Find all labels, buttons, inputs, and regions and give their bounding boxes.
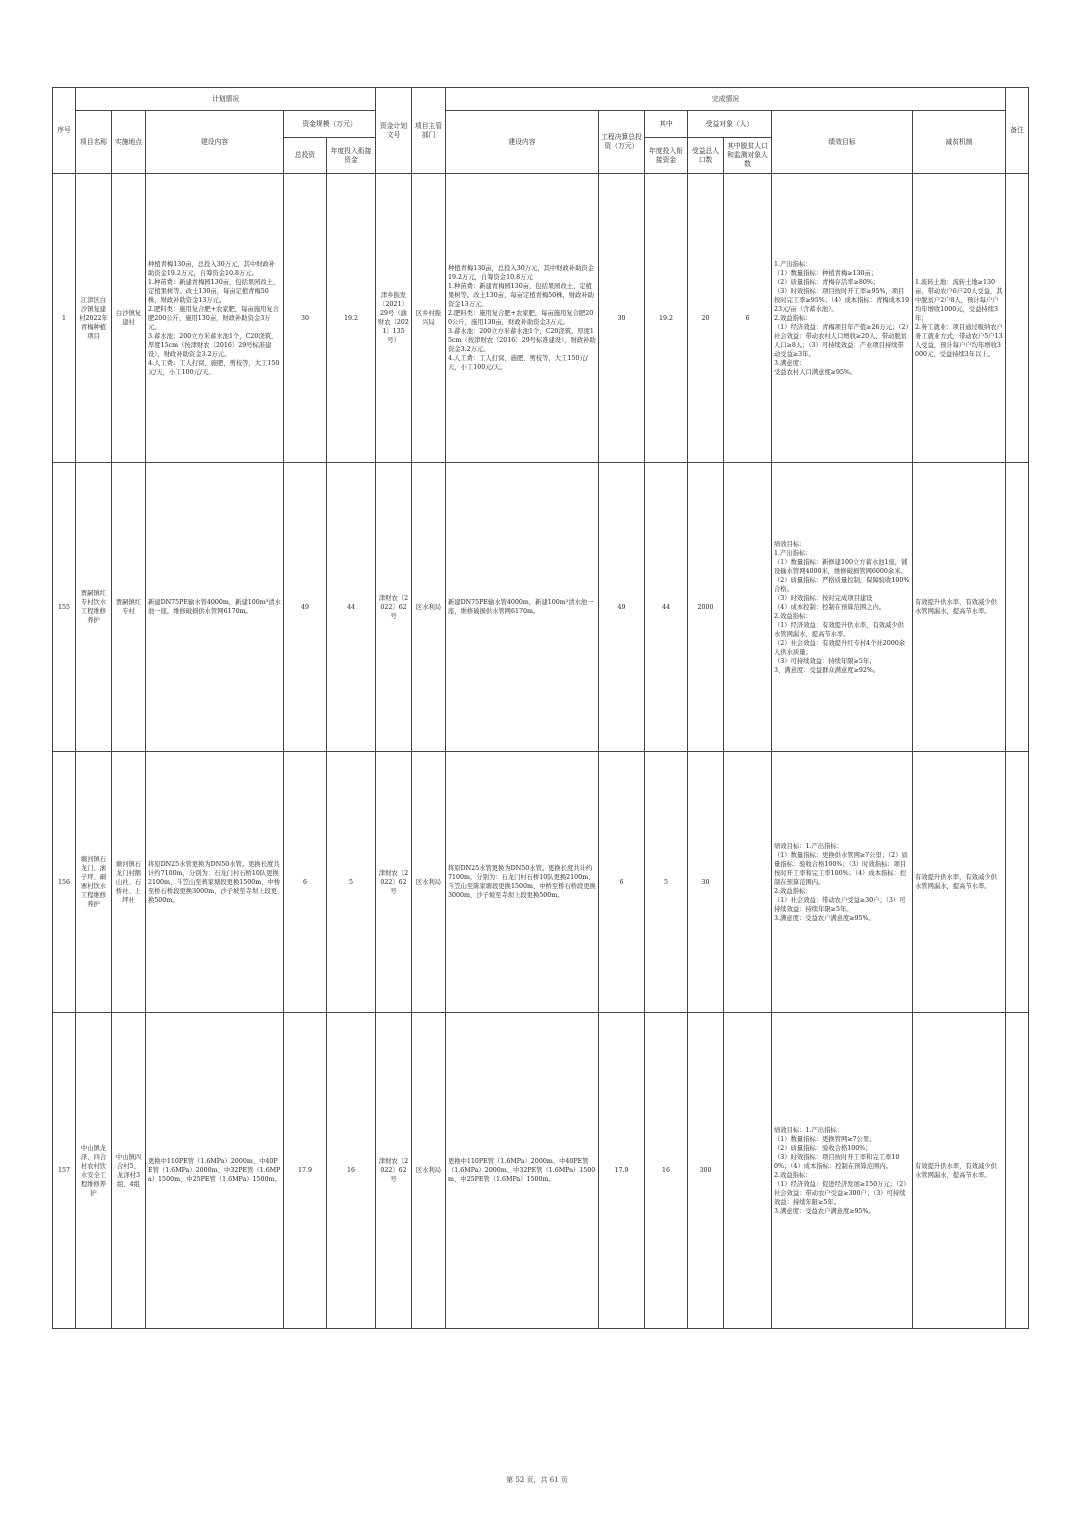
cell-performance: 绩效目标：1.产出指标： （1）数量指标：更换供水管网≥7公里；（2）质量指标：验收合格100%；（3）时效指标：项目按时开工率和完工率100%；（4）成本指标：控制在预算范围内。 2.效益指标： （1）社会效益：带动农户受益≥30户；（3）可持续效益：持续年限≥5年。 3.满意度：受益农户满意度≥95%。 <box>772 752 913 1013</box>
cell-final-total: 17.9 <box>599 1013 645 1329</box>
table-row <box>53 752 1029 1013</box>
cell-beneficiary-total: 30 <box>688 752 724 1013</box>
cell-dept: 区乡村振兴局 <box>412 174 446 463</box>
cell-mechanism: 有效提升供水率，有效减少供水管网漏水，提高节水率。 <box>913 1013 1006 1329</box>
cell-plan-content: 将原DN25水管更换为DN50水管。更换长度共计约7100m，分别为：石龙门村石桥10队更换2100m、斗笠山至蒋家塘段更换1500m、中桥至桥石桥段更换3000m、沙子坡至寺坝上段更换500m。 <box>146 752 284 1013</box>
cell-annual-investment: 44 <box>327 463 376 752</box>
header-done-annual: 年度投入衔接资金 <box>645 138 688 174</box>
header-beneficiary: 受益对象（人） <box>688 111 772 138</box>
cell-beneficiary-total: 2000 <box>688 463 724 752</box>
cell-done-annual: 5 <box>645 752 688 1013</box>
header-done-content: 建设内容 <box>446 111 599 174</box>
cell-beneficiary-poor: 6 <box>724 174 772 463</box>
cell-project-name: 江津区白沙镇复建村2022年青梅种植项目 <box>76 174 112 463</box>
header-mechanism: 减贫机制 <box>913 111 1006 174</box>
cell-done-annual: 16 <box>645 1013 688 1329</box>
cell-mechanism: 有效提升供水率，有效减少供水管网漏水，提高节水率。 <box>913 752 1006 1013</box>
cell-remark <box>1006 174 1029 463</box>
header-fund-doc: 资金计划文号 <box>376 88 412 174</box>
cell-final-total: 30 <box>599 174 645 463</box>
table-row <box>53 1013 1029 1329</box>
cell-project-name: 贾嗣镇红专村饮水工程维修养护 <box>76 463 112 752</box>
header-location: 实施地点 <box>112 111 146 174</box>
cell-seq: 155 <box>53 463 76 752</box>
header-dept: 项目主管部门 <box>412 88 446 174</box>
project-table <box>52 87 1029 1329</box>
project-table-sheet <box>52 87 1028 1329</box>
cell-mechanism: 有效提升供水率，有效减少供水管网漏水，提高节水率。 <box>913 463 1006 752</box>
header-completion-group: 完成情况 <box>446 88 1006 111</box>
header-final-total: 工程决算总投资（万元） <box>599 111 645 174</box>
cell-remark <box>1006 752 1029 1013</box>
header-beneficiary-total: 受益总人口数 <box>688 138 724 174</box>
cell-beneficiary-total: 300 <box>688 1013 724 1329</box>
cell-final-total: 6 <box>599 752 645 1013</box>
cell-seq: 157 <box>53 1013 76 1329</box>
page-footer: 第 52 页，共 61 页 <box>506 1476 568 1484</box>
cell-plan-content: 种植青梅130亩，总投入30万元，其中财政补助资金19.2万元，自筹资金10.8万元。 1.种苗费：新建青梅园130亩，包括果园改土、定植果树等。改土130亩，每亩定植青梅50株，财政补助资金13万元。 2.肥料类：施用复合肥+农家肥，每亩施用复合肥200公斤，施用130亩，财政补助资金3万元。 3.蓄水池：200立方米蓄水池1个，C20浇筑，厚度15cm（按津财农〔2016〕29号标准建设），财政补助资金3.2万元。 4.人工费：工人打窝、施肥、剪枝等，大工150元/天，小工100元/天。 <box>146 174 284 463</box>
header-among: 其中 <box>645 111 688 138</box>
cell-final-total: 49 <box>599 463 645 752</box>
header-annual-investment: 年度投入衔接资金 <box>327 138 376 174</box>
cell-total-investment: 17.9 <box>284 1013 327 1329</box>
cell-beneficiary-total: 20 <box>688 174 724 463</box>
cell-seq: 1 <box>53 174 76 463</box>
cell-done-content: 种植青梅130亩，总投入30万元，其中财政补助资金19.2万元，自筹资金10.8万元 1.种苗费：新建青梅园130亩，包括果园改土、定植果树等。改土130亩，每亩定植青梅50株，财政补助资金13万元。 2.肥料类：施用复合肥+农家肥，每亩施用复合肥200公斤，施用130亩，财政补助资金3万元。 3.蓄水池：200立方米蓄水池1个，C20浇筑，厚度15cm（按津财农〔2016〕29号标准建设），财政补助资金3.2万元。 4.人工费：工人打窝、施肥、剪枝等，大工150元/天，小工100元/天。 <box>446 174 599 463</box>
cell-location: 中山镇四合村5、龙泽村3组、4组 <box>112 1013 146 1329</box>
cell-performance: 1.产出指标： （1）数量指标：种植青梅≥130亩； （2）质量指标：青梅存活率≥80%； （3）时效指标：项目按时开工率≥95%，项目按时完工率≥95%；（4）成本指标：青梅成本1923元/亩（含蓄水池）。 2.效益指标： （1）经济效益：青梅项目年产值≥26万元；（2）社会效益：带动农村人口增收≥20人，带动脱贫人口≥8人；（3）可持续效益：产业项目持续带动受益≥3年。 3.满意度： 受益农村人口满意度≥95%。 <box>772 174 913 463</box>
header-fund-scale: 资金规模（万元） <box>284 111 376 138</box>
cell-plan-content: 新建DN75PE输水管4000m，新建100m³清水池一座，维修破损供水管网6170m。 <box>146 463 284 752</box>
cell-total-investment: 49 <box>284 463 327 752</box>
cell-done-annual: 44 <box>645 463 688 752</box>
header-seq: 序号 <box>53 88 76 174</box>
cell-beneficiary-poor <box>724 1013 772 1329</box>
cell-done-annual: 19.2 <box>645 174 688 463</box>
cell-project-name: 塘河镇石龙门、滚子坪、硐寨村饮水工程维修养护 <box>76 752 112 1013</box>
cell-dept: 区水利局 <box>412 1013 446 1329</box>
cell-mechanism: 1.流转土地：流转土地≥130亩，带动农户6户20人受益，其中脱贫户2户8人，预计每户户均年增收1000元，受益持续3年； 2.务工就业：项目通过吸纳农户务工就业方式，带动农户5户13人受益，预计每户户均年增收3000元，受益持续3年以上。 <box>913 174 1006 463</box>
cell-annual-investment: 5 <box>327 752 376 1013</box>
header-performance: 绩效目标 <box>772 111 913 174</box>
cell-location: 贾嗣镇红专村 <box>112 463 146 752</box>
cell-seq: 156 <box>53 752 76 1013</box>
cell-beneficiary-poor <box>724 752 772 1013</box>
cell-remark <box>1006 463 1029 752</box>
cell-total-investment: 6 <box>284 752 327 1013</box>
header-plan-group: 计划情况 <box>76 88 376 111</box>
cell-project-name: 中山镇龙泽、四合村农村饮水安全工程维修养护 <box>76 1013 112 1329</box>
cell-remark <box>1006 1013 1029 1329</box>
cell-location: 塘河镇石龙门村鹅山社、石桥社、上坪社 <box>112 752 146 1013</box>
cell-fund-doc: 津财农〔2022〕62号 <box>376 463 412 752</box>
header-remark: 备注 <box>1006 88 1029 174</box>
header-beneficiary-poor: 其中脱贫人口和监测对象人数 <box>724 138 772 174</box>
cell-fund-doc: 津乡振发〔2021〕29号（渝财农〔2021〕135号） <box>376 174 412 463</box>
table-row <box>53 174 1029 463</box>
cell-plan-content: 更换中110PE管（1.6MPa）2000m、中40PE管（1.6MPa）2000m、中32PE管（1.6MPa）1500m、中25PE管（1.6MPa）1500m。 <box>146 1013 284 1329</box>
cell-done-content: 新建DN75PE输水管4000m，新建100m³清水池一座，维修破损供水管网6170m。 <box>446 463 599 752</box>
cell-annual-investment: 19.2 <box>327 174 376 463</box>
cell-done-content: 更换中110PE管（1.6MPa）2000m、中40PE管（1.6MPa）2000m、中32PE管（1.6MPa）1500m、中25PE管（1.6MPa）1500m。 <box>446 1013 599 1329</box>
cell-performance: 绩效目标： 1.产出指标： （1）数量指标：新修建100立方蓄水池1座，铺设输水管网4000米，维修破损管网6000余米。 （2）质量指标：严格质量控制，保障验收100%合格。 （3）时效指标：按时完成项目建设 （4）成本控制：控制在预算范围之内。 2.效益指标： （1）经济效益：有效提升供水率，有效减少供水管网漏水，提高节水率。 （2）社会效益：有效提升红专村4个社2000余人供水质量； （3）可持续效益：持续年限≥5年； 3、满意度：受益群众满意度≥92%。 <box>772 463 913 752</box>
header-row-1 <box>53 88 1029 111</box>
cell-dept: 区水利局 <box>412 463 446 752</box>
cell-total-investment: 30 <box>284 174 327 463</box>
header-project-name: 项目名称 <box>76 111 112 174</box>
header-row-2 <box>53 111 1029 138</box>
cell-done-content: 将原DN25水管更换为DN50水管。更换长度共计约7100m，分别为：石龙门村石桥10队更换2100m、斗笠山至陈家塘段更换1500m、中桥至桥石桥段更换3000m、沙子坡至寺坝上段更换500m。 <box>446 752 599 1013</box>
cell-dept: 区水利局 <box>412 752 446 1013</box>
cell-fund-doc: 津财农〔2022〕62号 <box>376 1013 412 1329</box>
header-total-investment: 总投资 <box>284 138 327 174</box>
cell-beneficiary-poor <box>724 463 772 752</box>
cell-fund-doc: 津财农〔2022〕62号 <box>376 752 412 1013</box>
cell-location: 白沙镇复建村 <box>112 174 146 463</box>
header-plan-content: 建设内容 <box>146 111 284 174</box>
cell-performance: 绩效目标：1.产出指标： （1）数量指标：更换管网≥7公里； （2）质量指标：验收合格100%； （3）时效指标：项目按时开工率和完工率100%；（4）成本指标：控制在预算范围内。 2.效益指标： （1）经济效益：促进经济发展≥150万元；（2）社会效益：带动农户受益≥300户；（3）可持续效益：持续年限≥5年。 3.满意度：受益农户满意度≥95%。 <box>772 1013 913 1329</box>
table-row <box>53 463 1029 752</box>
cell-annual-investment: 16 <box>327 1013 376 1329</box>
